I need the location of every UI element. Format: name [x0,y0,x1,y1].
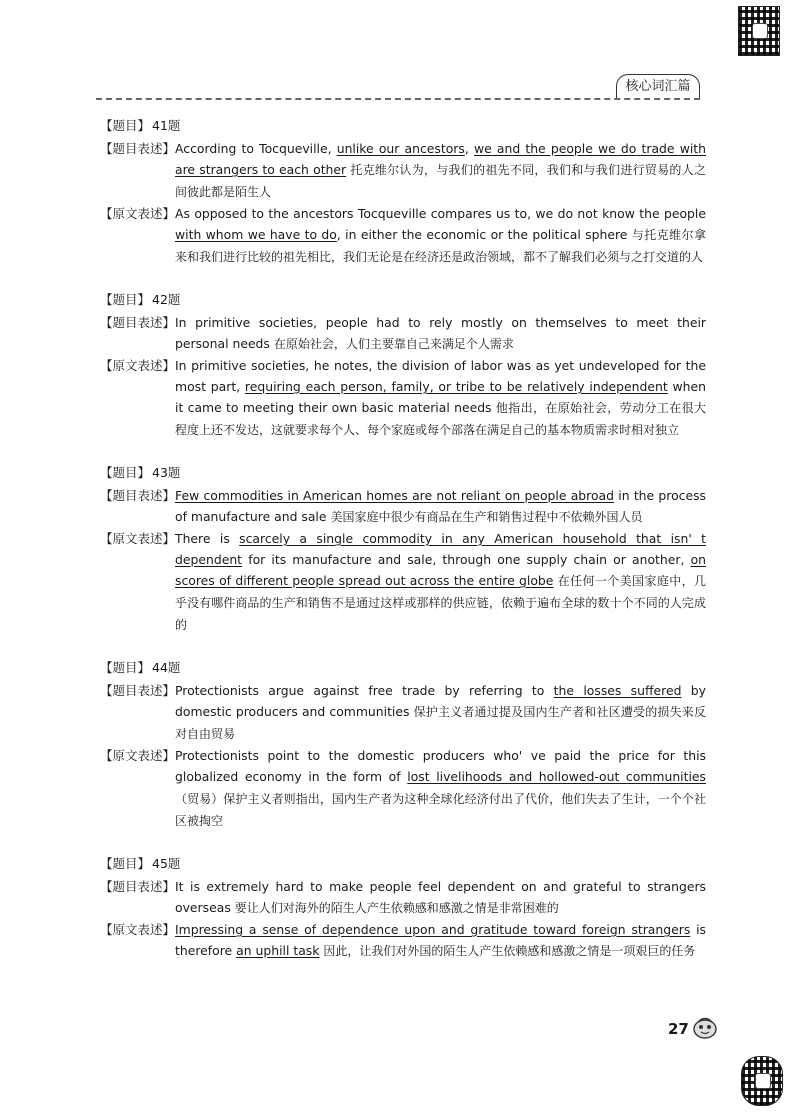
text-segment: There is [175,531,240,546]
source-text [175,355,706,441]
question-number: 42题 [152,292,181,307]
chinese-translation: （贸易）保护主义者则指出，国内生产者为这种全球化经济付出了代价，他们失去了生计，一个个社区被掏空 [175,792,706,828]
text-segment: when it came to meeting their own basic material needs [175,379,706,415]
source-text-row [100,355,706,441]
text-segment: for its manufacture and sale, through one supply chain or another, [242,552,691,567]
section-tab: 核心词汇篇 [616,74,700,99]
source-text [175,745,706,832]
question-block [100,290,706,441]
source-text-label: 【原文表述】 [100,748,176,763]
text-segment: In primitive societies, people had to rely mostly on themselves to meet their personal needs [175,315,706,351]
question-label: 【题目】 [100,856,151,871]
text-segment: Protectionists point to the domestic producers who' ve paid the price for this globalized economy in the form of [175,748,706,784]
question-block [100,658,706,832]
source-text-label: 【原文表述】 [100,206,176,221]
question-stem-label: 【题目表述】 [100,488,176,503]
question-block [100,463,706,636]
chinese-translation: 在原始社会，人们主要靠自己来满足个人需求 [273,337,514,351]
question-stem-label: 【题目表述】 [100,683,176,698]
source-text-label: 【原文表述】 [100,922,176,937]
question-title [100,463,706,482]
question-stem-label: 【题目表述】 [100,141,176,156]
text-segment: in the process of manufacture and sale [175,488,707,524]
text-segment: It is extremely hard to make people feel dependent on and grateful to strangers overseas [175,879,706,915]
text-segment: is therefore [175,922,706,958]
question-number: 45题 [152,856,181,871]
underlined-phrase: an uphill task [236,943,320,958]
chinese-translation: 他指出，在原始社会，劳动分工在很大程度上还不发达，这就要求每个人、每个家庭或每个部落在满足自己的基本物质需求时相对独立 [175,401,706,437]
qr-code-bottom [741,1056,783,1106]
question-title [100,658,706,677]
source-text-label: 【原文表述】 [100,358,176,373]
underlined-phrase: we and the people we do trade with are strangers to each other [175,141,706,177]
underlined-phrase: Few commodities in American homes are not reliant on people abroad [175,488,615,503]
mascot-icon [692,1014,718,1040]
question-block [100,116,706,268]
question-stem-row [100,680,706,745]
underlined-phrase: with whom we have to do [175,227,337,242]
question-stem-row [100,485,706,528]
source-text-row [100,745,706,832]
text-segment: by domestic producers and communities [175,683,706,719]
question-stem-row [100,312,706,355]
question-number: 43题 [152,465,181,480]
chinese-translation: 与托克维尔拿来和我们进行比较的祖先相比，我们无论是在经济还是政治领域，都不了解我们必须与之打交道的人 [175,228,706,264]
question-title [100,854,706,873]
question-label: 【题目】 [100,660,151,675]
chinese-translation: 要让人们对海外的陌生人产生依赖感和感激之情是非常困难的 [234,901,559,915]
source-text-label: 【原文表述】 [100,531,176,546]
question-label: 【题目】 [100,292,151,307]
text-segment: In primitive societies, he notes, the division of labor was as yet undeveloped for the most part, [175,358,706,394]
underlined-phrase: Impressing a sense of dependence upon and gratitude toward foreign strangers [175,922,691,937]
question-stem-row [100,138,706,203]
question-stem [175,876,706,919]
question-stem [175,312,706,355]
question-list [100,116,706,984]
text-segment: Protectionists argue against free trade by referring to [175,683,554,698]
chinese-translation: 在任何一个美国家庭中，几乎没有哪件商品的生产和销售不是通过这样或那样的供应链，依赖于遍布全球的数十个不同的人完成的 [175,574,706,632]
question-title [100,290,706,309]
source-text [175,528,706,636]
question-stem-row [100,876,706,919]
underlined-phrase: requiring each person, family, or tribe to be relatively independent [244,379,668,394]
question-block [100,854,706,962]
text-segment: , in either the economic or the political sphere [336,227,632,242]
chinese-translation: 美国家庭中很少有商品在生产和销售过程中不依赖外国人员 [330,510,643,524]
text-segment: , [464,141,474,156]
question-stem-label: 【题目表述】 [100,315,176,330]
question-number: 44题 [152,660,181,675]
underlined-phrase: lost livelihoods and hollowed-out communities [407,769,706,784]
question-stem [175,680,706,745]
source-text-row [100,528,706,636]
chinese-translation: 因此，让我们对外国的陌生人产生依赖感和感激之情是一项艰巨的任务 [323,944,696,958]
source-text-row [100,203,706,268]
question-number: 41题 [152,118,181,133]
chinese-translation: 保护主义者通过提及国内生产者和社区遭受的损失来反对自由贸易 [175,705,706,741]
question-stem-label: 【题目表述】 [100,879,176,894]
source-text-row [100,919,706,962]
question-stem [175,485,706,528]
underlined-phrase: the losses suffered [553,683,682,698]
source-text [175,919,706,962]
text-segment: According to Tocqueville, [175,141,337,156]
qr-code-top [738,6,780,56]
text-segment: As opposed to the ancestors Tocqueville compares us to, we do not know the people [175,206,706,221]
chinese-translation: 托克维尔认为，与我们的祖先不同，我们和与我们进行贸易的人之间彼此都是陌生人 [175,163,706,199]
source-text [175,203,706,268]
underlined-phrase: scarcely a single commodity in any American household that isn' t dependent [175,531,706,567]
question-label: 【题目】 [100,118,151,133]
question-title [100,116,706,135]
underlined-phrase: on scores of different people spread out across the entire globe [175,552,706,588]
page-number: 27 [668,1020,689,1038]
header-divider [96,98,700,100]
underlined-phrase: unlike our ancestors [336,141,465,156]
question-label: 【题目】 [100,465,151,480]
question-stem [175,138,706,203]
